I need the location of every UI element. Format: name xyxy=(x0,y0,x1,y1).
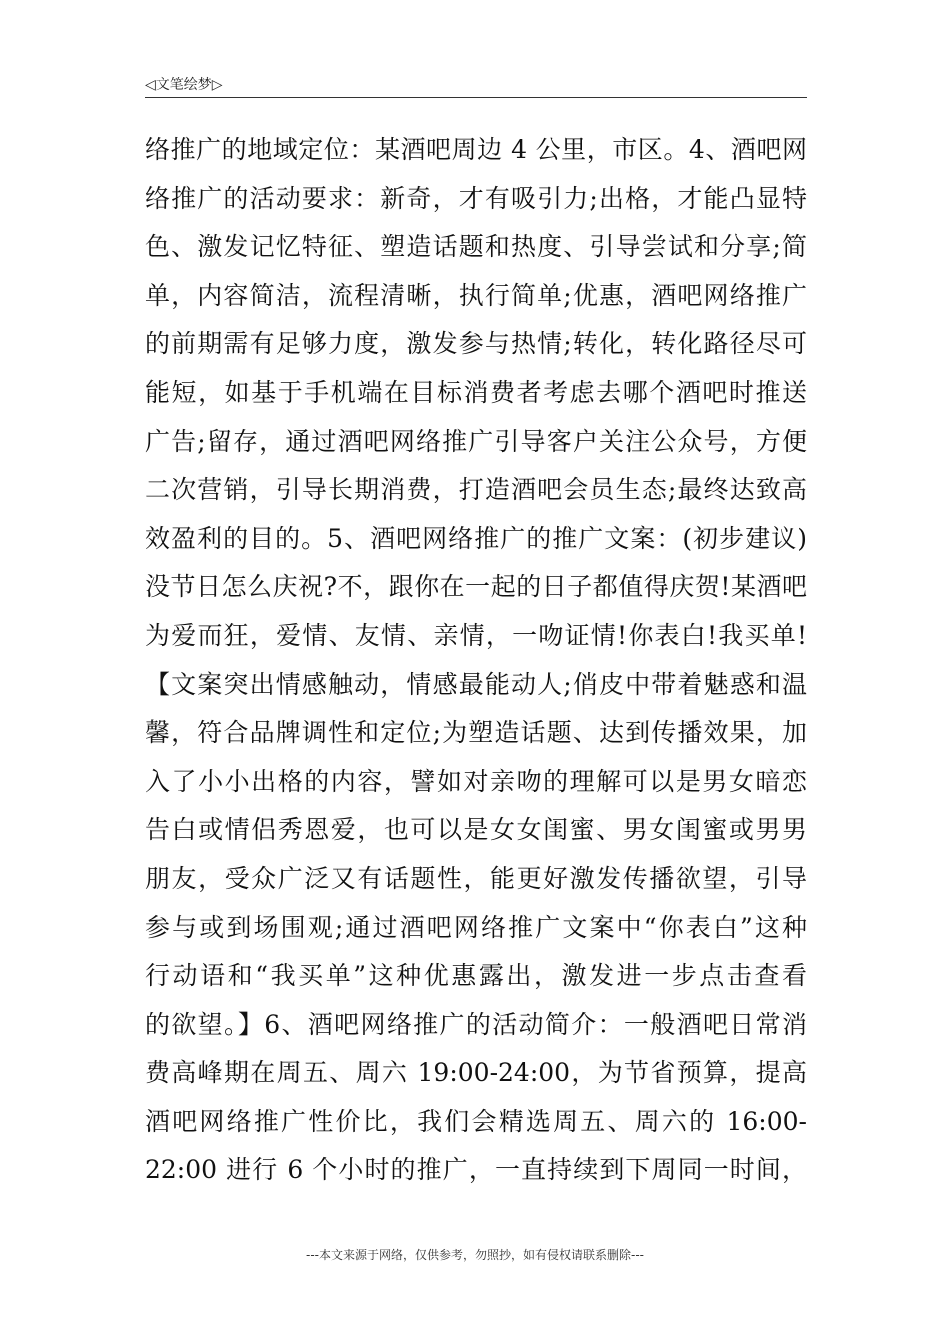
body-text xyxy=(145,126,807,1195)
text-line: 的欲望。】6、酒吧网络推广的活动简介：一般酒吧日常消 xyxy=(145,1009,807,1039)
text-line: 为爱而狂，爱情、友情、亲情，一吻证情!你表白!我买单! xyxy=(145,620,807,650)
text-line: 22:00 进行 6 个小时的推广，一直持续到下周同一时间， xyxy=(145,1155,807,1185)
text-line: 参与或到场围观;通过酒吧网络推广文案中“你表白”这种 xyxy=(145,912,807,942)
text-line: 络推广的活动要求：新奇，才有吸引力;出格，才能凸显特 xyxy=(145,183,807,213)
text-line: 的前期需有足够力度，激发参与热情;转化，转化路径尽可 xyxy=(145,329,807,359)
text-line: 朋友，受众广泛又有话题性，能更好激发传播欲望，引导 xyxy=(145,863,807,893)
text-line: 广告;留存，通过酒吧网络推广引导客户关注公众号，方便 xyxy=(145,426,807,456)
text-line: 入了小小出格的内容，譬如对亲吻的理解可以是男女暗恋 xyxy=(145,766,807,796)
text-line: 二次营销，引导长期消费，打造酒吧会员生态;最终达致高 xyxy=(145,475,807,505)
text-line: 【文案突出情感触动，情感最能动人;俏皮中带着魅惑和温 xyxy=(145,669,807,699)
text-line: 络推广的地域定位：某酒吧周边 4 公里，市区。4、酒吧网 xyxy=(145,135,807,164)
text-line: 单，内容简洁，流程清晰，执行简单;优惠，酒吧网络推广 xyxy=(145,280,807,310)
text-line: 酒吧网络推广性价比，我们会精选周五、周六的 16:00- xyxy=(145,1106,807,1136)
header-divider xyxy=(145,97,807,98)
page-header: ◁文笔绘梦▷ xyxy=(145,77,223,93)
text-line: 能短，如基于手机端在目标消费者考虑去哪个酒吧时推送 xyxy=(145,377,807,407)
text-line: 告白或情侣秀恩爱，也可以是女女闺蜜、男女闺蜜或男男 xyxy=(145,815,807,845)
text-line: 效盈利的目的。5、酒吧网络推广的推广文案：(初步建议) xyxy=(145,523,807,553)
text-line: 没节日怎么庆祝?不，跟你在一起的日子都值得庆贺!某酒吧 xyxy=(145,572,807,602)
text-line: 馨，符合品牌调性和定位;为塑造话题、达到传播效果，加 xyxy=(145,718,807,748)
text-line: 行动语和“我买单”这种优惠露出，激发进一步点击查看 xyxy=(145,961,807,991)
text-line: 色、激发记忆特征、塑造话题和热度、引导尝试和分享;简 xyxy=(145,232,807,262)
page-footer: ---本文来源于网络，仅供参考，勿照抄，如有侵权请联系删除--- xyxy=(306,1248,644,1262)
text-line: 费高峰期在周五、周六 19:00-24:00，为节省预算，提高 xyxy=(145,1058,807,1088)
